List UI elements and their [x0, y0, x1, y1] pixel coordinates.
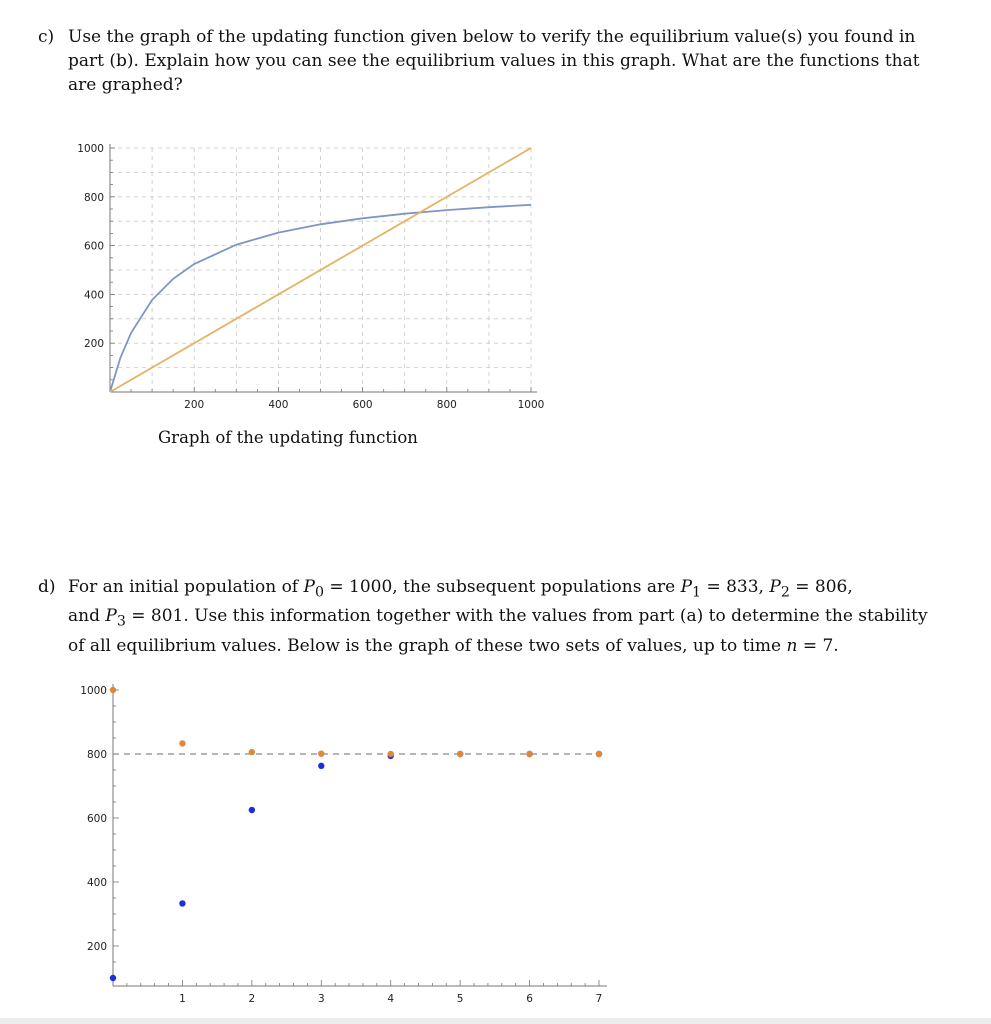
x-tick-label: 1	[179, 993, 186, 1005]
x-tick-label: 800	[436, 399, 457, 411]
chart-caption: Graph of the updating function	[158, 428, 418, 447]
orange-point	[388, 751, 394, 757]
question-c-line-1: Use the graph of the updating function given below to verify the equilibrium value(s) you found in	[68, 27, 916, 47]
y-tick-label: 800	[86, 749, 107, 761]
blue-point	[249, 807, 255, 813]
question-d-line-1: For an initial population of $P_0 = 1000$, the subsequent populations are $P_1 = 833$, $P_2 = 806$,	[68, 577, 853, 601]
y-tick-label: 800	[83, 191, 104, 204]
blue-point	[110, 975, 116, 981]
x-tick-label: 7	[595, 993, 603, 1005]
y-tick-label: 200	[83, 338, 104, 351]
y-tick-label: 1000	[77, 143, 104, 155]
y-tick-label: 400	[86, 877, 107, 889]
orange-point	[596, 751, 602, 757]
y-tick-label: 200	[86, 941, 107, 953]
orange-point	[179, 740, 185, 746]
question-d-line-2: and $P_3 = 801$. Use this information together with the values from part (a) to determine the stability	[68, 606, 928, 630]
orange-point	[110, 687, 116, 693]
y-tick-label: 600	[83, 240, 104, 253]
orange-point	[526, 751, 532, 757]
x-tick-label: 400	[268, 399, 289, 411]
y-tick-label: 600	[86, 813, 107, 825]
question-d-line-3: of all equilibrium values. Below is the graph of these two sets of values, up to time n = 7.	[68, 635, 839, 656]
blue-point	[318, 763, 324, 769]
page-bottom-edge	[0, 1018, 991, 1024]
question-c-line-2: part (b). Explain how you can see the equilibrium values in this graph. What are the functions that	[68, 51, 920, 71]
x-tick-label: 2	[248, 993, 256, 1005]
blue-point	[179, 900, 185, 906]
question-c-line-3: are graphed?	[68, 75, 183, 95]
orange-point	[249, 749, 255, 755]
x-tick-label: 3	[317, 993, 325, 1005]
x-tick-label: 6	[526, 993, 533, 1005]
x-tick-label: 5	[456, 993, 464, 1005]
question-d-label: d)	[38, 577, 56, 597]
x-tick-label: 200	[184, 399, 205, 411]
question-c-label: c)	[38, 27, 55, 47]
x-tick-label: 600	[352, 399, 373, 411]
orange-point	[457, 751, 463, 757]
y-tick-label: 1000	[80, 685, 107, 697]
x-tick-label: 1000	[517, 399, 545, 411]
y-tick-label: 400	[83, 289, 104, 302]
orange-point	[318, 750, 324, 756]
x-tick-label: 4	[387, 993, 395, 1005]
